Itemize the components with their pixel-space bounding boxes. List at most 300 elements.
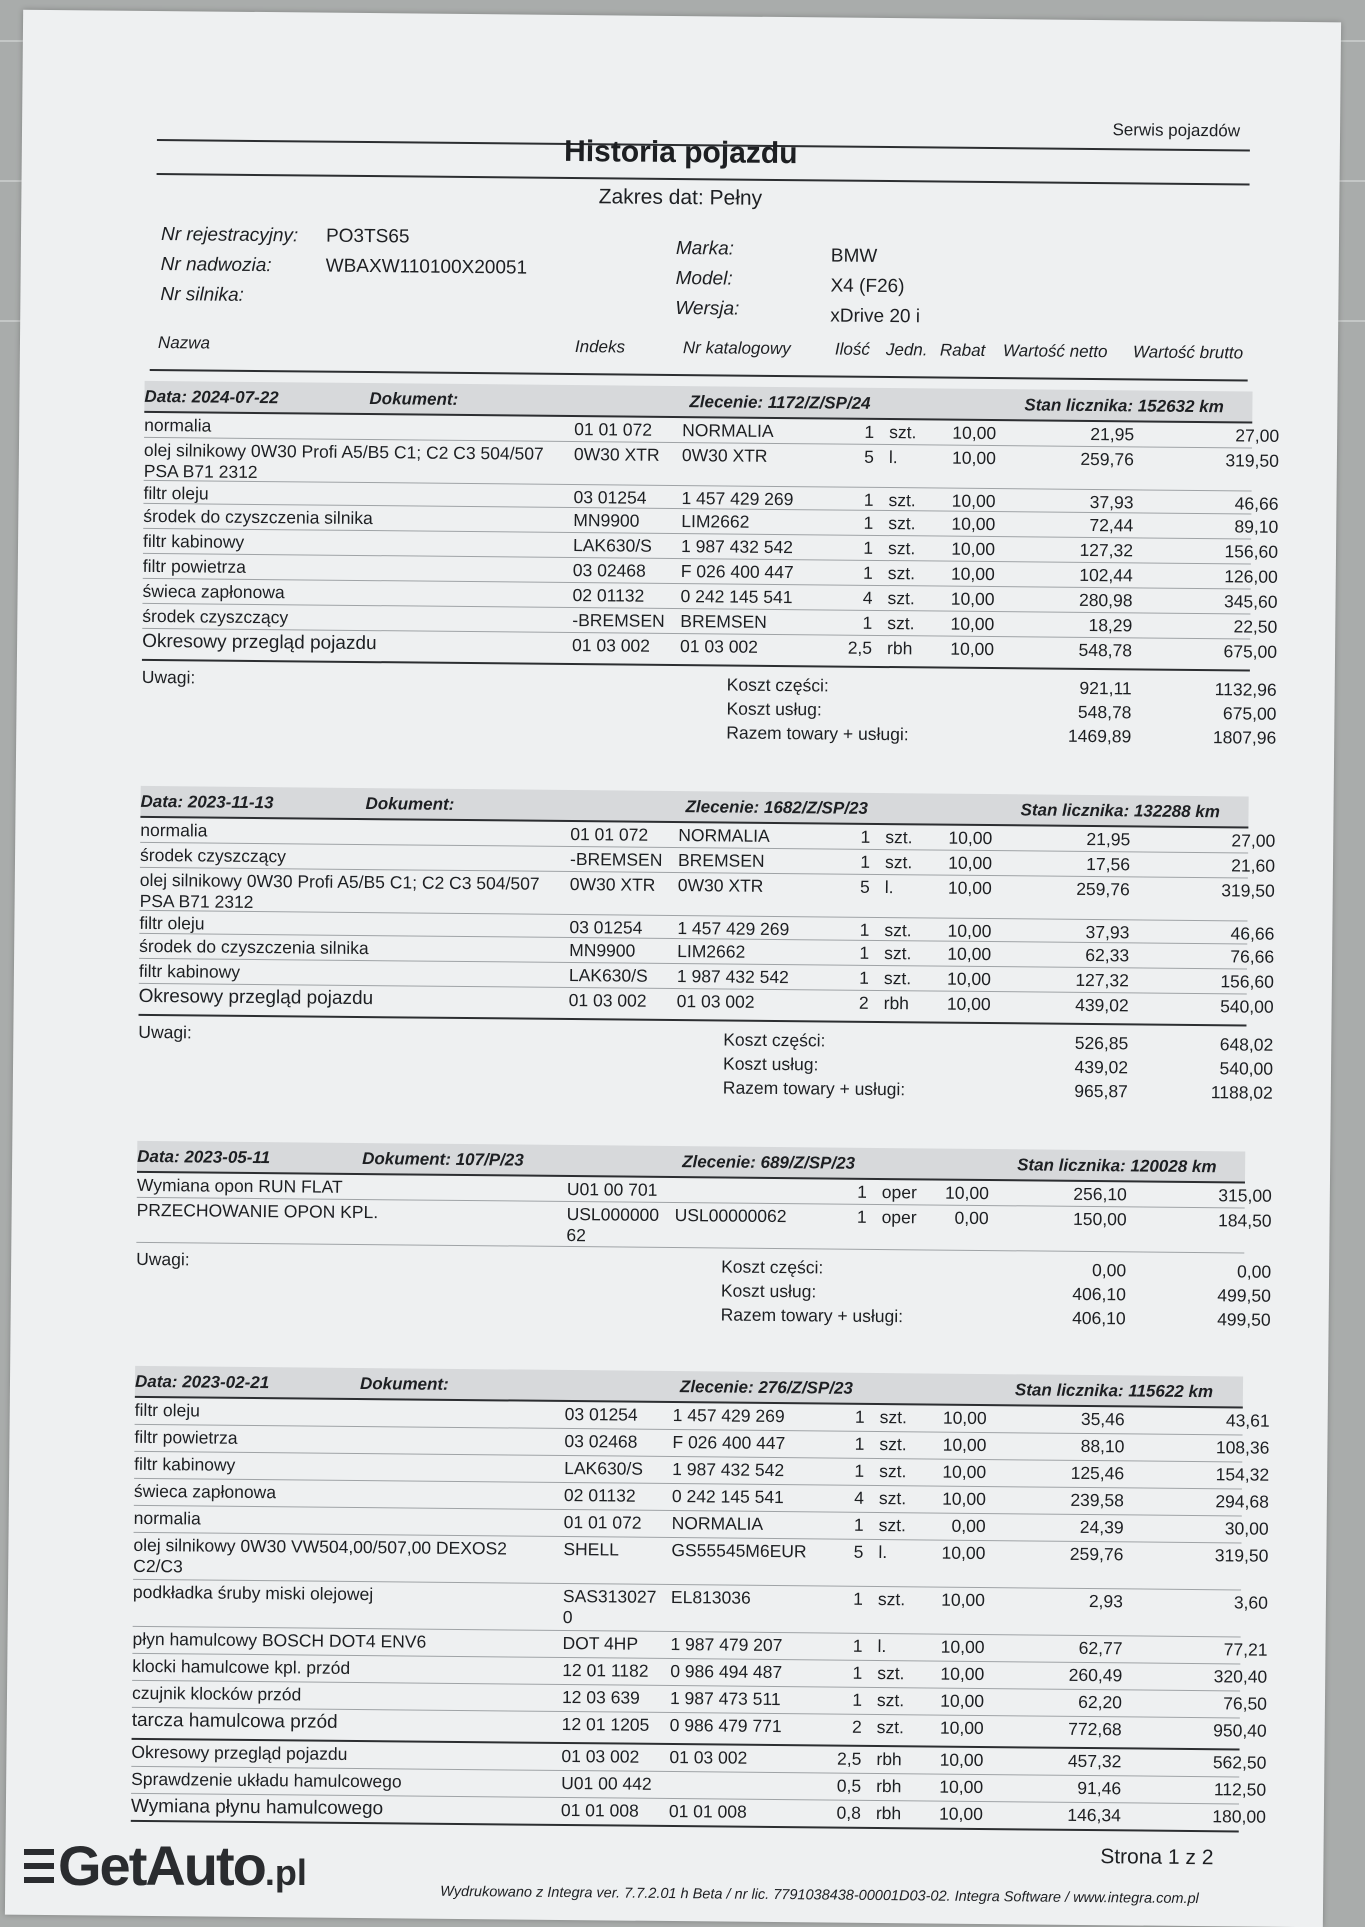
item-discount: 10,00 [951,490,996,512]
services-cost-label: Koszt usług: [722,1053,819,1075]
column-rule [150,369,1248,382]
item-name: czujnik klocków przód [131,1682,302,1705]
item-net-value: 35,46 [1080,1408,1125,1430]
item-net-value: 259,76 [1069,1543,1124,1565]
item-discount: 10,00 [940,1690,985,1712]
item-net-value: 127,32 [1075,969,1130,991]
item-quantity: 1 [860,826,871,847]
item-net-value: 256,10 [1073,1183,1127,1205]
item-name: środek czyszczący [139,844,287,867]
logo-lines-icon [24,1847,54,1885]
page-number: Strona 1 z 2 [1100,1845,1214,1870]
item-gross-value: 112,50 [1213,1779,1267,1800]
item-catalog-no: 0W30 XTR [677,875,764,896]
item-discount: 10,00 [939,1803,983,1825]
item-unit: rbh [875,1802,902,1824]
item-index: SHELL [563,1538,619,1560]
item-discount: 10,00 [947,943,992,965]
item-catalog-no: NORMALIA [678,825,770,846]
item-quantity: 1 [859,919,870,940]
item-discount: 10,00 [950,563,995,585]
item-gross-value: 89,10 [1234,516,1279,537]
entry-odometer: Stan licznika: 115622 km [1014,1380,1214,1402]
item-unit: szt. [876,1716,905,1738]
item-unit: rbh [886,638,913,659]
item-catalog-no: 1 987 432 542 [672,1459,785,1481]
item-net-value: 62,33 [1085,944,1130,966]
item-catalog-no: 1 457 429 269 [672,1405,785,1427]
item-quantity: 1 [852,1662,863,1683]
item-name: klocki hamulcowe kpl. przód [132,1655,351,1678]
item-unit: szt. [879,1434,907,1455]
parts-cost-label: Koszt części: [721,1256,824,1278]
item-net-value: 17,56 [1086,853,1131,875]
item-name: normalia [140,819,208,841]
parts-cost-gross: 0,00 [1236,1261,1272,1282]
total-cost-net: 1469,89 [1067,725,1132,747]
entry-document: Dokument: [369,389,459,409]
item-unit: szt. [879,1461,907,1482]
entry-order: Zlecenie: 1172/Z/SP/24 [689,392,871,413]
history-entry [130,1366,1270,1833]
item-catalog-no: 1 987 432 542 [676,966,789,988]
item-unit: l. [878,1541,888,1563]
item-gross-value: 562,50 [1212,1752,1267,1773]
item-net-value: 21,95 [1090,423,1135,445]
item-quantity: 0,8 [836,1802,861,1823]
item-gross-value: 345,60 [1223,591,1278,612]
item-catalog-no: BREMSEN [677,850,765,871]
total-cost-label: Razem towary + usługi: [722,1077,906,1100]
item-name: Wymiana opon RUN FLAT [136,1174,343,1197]
item-index: 01 01 072 [574,419,653,440]
item-name: PRZECHOWANIE OPON KPL. [136,1199,379,1223]
item-gross-value: 294,68 [1215,1491,1270,1512]
item-discount: 10,00 [951,538,996,560]
item-index: DOT 4HP [562,1632,639,1654]
item-gross-value: 315,00 [1218,1185,1272,1206]
item-gross-value: 319,50 [1214,1545,1269,1566]
item-index: 03 02468 [572,560,646,581]
item-quantity: 1 [852,1635,863,1656]
item-net-value: 102,44 [1079,564,1133,586]
item-index: 12 01 1182 [562,1659,649,1681]
entry-items [130,1398,1270,1833]
item-discount: 10,00 [944,1182,989,1204]
entry-items [138,818,1276,1027]
entry-order: Zlecenie: 689/Z/SP/23 [682,1152,856,1173]
item-discount: 10,00 [939,1717,984,1739]
item-discount: 10,00 [947,920,992,942]
item-unit: szt. [885,827,913,848]
item-catalog-no: 0 242 145 541 [671,1486,784,1508]
services-cost-net: 548,78 [1077,701,1132,723]
total-cost-gross: 1188,02 [1210,1082,1273,1103]
item-index: 0W30 XTR [569,874,656,895]
make-value: BMW [830,245,878,267]
services-cost-label: Koszt usług: [720,1280,817,1302]
total-cost-gross: 499,50 [1217,1309,1271,1330]
engine-label: Nr silnika: [160,284,244,306]
services-cost-net: 439,02 [1074,1056,1129,1078]
item-net-value: 439,02 [1075,994,1129,1016]
item-name: świeca zapłonowa [133,1480,277,1503]
item-discount: 10,00 [939,1776,984,1798]
item-gross-value: 154,32 [1215,1464,1270,1485]
item-unit: oper [881,1207,917,1228]
item-discount: 10,00 [951,513,996,535]
item-gross-value: 77,21 [1223,1639,1268,1660]
item-catalog-no: LIM2662 [677,941,746,962]
item-index: U01 00 442 [561,1772,652,1794]
item-quantity: 1 [857,1181,867,1202]
item-discount: 0,00 [954,1207,989,1229]
item-name: środek do czyszczenia silnika [139,935,369,959]
item-quantity: 0,5 [836,1775,862,1796]
item-quantity: 1 [864,421,875,442]
parts-cost-gross: 648,02 [1219,1034,1274,1055]
item-index: -BREMSEN [572,610,665,631]
item-gross-value: 319,50 [1225,450,1279,471]
total-cost-net: 406,10 [1072,1307,1126,1329]
item-quantity: 5 [859,876,870,897]
item-unit: szt. [877,1662,905,1684]
item-unit: szt. [883,968,912,989]
logo-brand: GetAuto [58,1834,265,1897]
services-cost-label: Koszt usług: [726,698,822,720]
reg-label: Nr rejestracyjny: [160,224,299,247]
item-name: Okresowy przegląd pojazdu [138,985,374,1010]
item-index: LAK630/S [568,965,648,986]
item-discount: 10,00 [940,1636,985,1658]
services-cost-gross: 499,50 [1217,1285,1271,1306]
total-cost-label: Razem towary + usługi: [726,722,909,745]
parts-cost-net: 526,85 [1074,1032,1129,1054]
item-net-value: 21,95 [1086,828,1131,850]
item-name: filtr powietrza [134,1426,238,1448]
item-catalog-no: BREMSEN [680,611,767,632]
item-index: USL000000 62 [566,1203,660,1246]
item-gross-value: 46,66 [1230,923,1275,944]
entry-odometer: Stan licznika: 120028 km [1017,1155,1217,1177]
item-name: Sprawdzenie układu hamulcowego [131,1768,402,1792]
item-gross-value: 43,61 [1225,1410,1270,1431]
item-unit: rbh [876,1748,902,1770]
item-net-value: 548,78 [1078,639,1133,661]
item-quantity: 1 [853,1588,864,1609]
entry-date: Data: 2023-05-11 [137,1146,271,1168]
model-value: X4 (F26) [830,275,905,298]
item-name: olej silnikowy 0W30 Profi A5/B5 C1; C2 C3 504/507 PSA B71 2312 [143,439,544,482]
item-unit: l. [888,447,898,468]
item-gross-value: 540,00 [1220,996,1274,1017]
item-gross-value: 22,50 [1233,616,1278,637]
item-unit: szt. [877,1588,906,1610]
item-catalog-no: NORMALIA [682,420,774,441]
item-unit: szt. [889,422,917,443]
vin-label: Nr nadwozia: [160,254,272,277]
item-catalog-no: F 026 400 447 [672,1432,786,1454]
item-unit: szt. [878,1488,907,1509]
item-gross-value: 27,00 [1235,425,1280,446]
item-gross-value: 30,00 [1224,1518,1269,1539]
col-unit: Jedn. [885,340,928,360]
entry-document: Dokument: 107/P/23 [362,1149,524,1170]
item-quantity: 5 [853,1541,864,1562]
item-quantity: 1 [859,942,870,963]
item-quantity: 2,5 [847,637,873,658]
item-gross-value: 675,00 [1223,641,1278,662]
item-name: Okresowy przegląd pojazdu [131,1741,348,1764]
item-gross-value: 21,60 [1231,855,1276,876]
item-quantity: 1 [863,512,874,533]
item-net-value: 772,68 [1068,1718,1122,1740]
item-catalog-no: F 026 400 447 [680,561,794,583]
item-discount: 10,00 [939,1749,984,1771]
entry-date: Data: 2024-07-22 [144,386,279,408]
model-label: Model: [675,267,733,290]
item-index: 03 01254 [564,1403,638,1425]
item-unit: szt. [879,1407,908,1428]
remarks-label: Uwagi: [138,1021,192,1043]
item-catalog-no: 0 986 494 487 [670,1661,783,1683]
item-catalog-no: EL813036 [670,1587,751,1608]
item-net-value: 72,44 [1089,514,1134,536]
item-name: filtr kabinowy [134,1453,236,1475]
item-unit: rbh [883,993,910,1014]
item-discount: 10,00 [947,877,992,899]
parts-cost-net: 921,11 [1079,677,1132,699]
item-catalog-no: 01 01 008 [668,1801,747,1822]
item-catalog-no: USL00000062 [674,1205,787,1227]
item-catalog-no: 0W30 XTR [681,445,768,466]
item-quantity: 1 [856,1206,867,1227]
item-gross-value: 184,50 [1217,1210,1272,1231]
make-label: Marka: [675,237,735,260]
total-cost-gross: 1807,96 [1212,727,1277,748]
item-name: Okresowy przegląd pojazdu [142,630,377,655]
item-index: 02 01132 [572,585,645,606]
item-name: podkładka śruby miski olejowej [132,1581,374,1605]
item-gross-value: 319,50 [1221,880,1275,901]
item-discount: 10,00 [942,1434,987,1456]
item-gross-value: 76,50 [1223,1693,1268,1714]
item-gross-value: 3,60 [1233,1592,1269,1613]
entry-order: Zlecenie: 276/Z/SP/23 [679,1377,853,1398]
col-name: Nazwa [157,333,211,353]
item-quantity: 2,5 [836,1748,862,1769]
entry-date: Data: 2023-02-21 [134,1371,270,1393]
item-net-value: 457,32 [1067,1750,1122,1772]
item-quantity: 4 [854,1487,865,1508]
parts-cost-label: Koszt części: [726,674,829,696]
item-index: 01 03 002 [568,990,647,1011]
item-quantity: 1 [853,1514,864,1535]
document-title: Historia pojazdu [563,134,798,171]
vin-value: WBAXW110100X20051 [325,255,528,279]
service-label: Serwis pojazdów [1112,120,1241,141]
services-cost-net: 406,10 [1072,1283,1126,1305]
item-unit: szt. [884,943,912,964]
item-catalog-no: 0 986 479 771 [669,1715,782,1737]
entry-document: Dokument: [359,1374,449,1394]
item-discount: 0,00 [951,1515,986,1537]
item-net-value: 146,34 [1067,1804,1121,1826]
item-net-value: 259,76 [1080,448,1135,470]
item-catalog-no: NORMALIA [671,1513,764,1534]
item-net-value: 88,10 [1080,1435,1125,1457]
item-discount: 10,00 [942,1488,987,1510]
item-quantity: 1 [860,851,871,872]
version-label: Wersja: [675,297,740,320]
item-net-value: 24,39 [1079,1516,1124,1538]
item-name: normalia [133,1507,201,1529]
item-discount: 10,00 [948,852,993,874]
item-gross-value: 180,00 [1212,1806,1266,1827]
item-net-value: 62,77 [1078,1637,1123,1659]
item-net-value: 91,46 [1077,1777,1122,1799]
item-name: filtr oleju [143,482,209,504]
history-entry [141,381,1280,768]
col-index: Indeks [574,337,626,357]
item-index: LAK630/S [572,535,652,556]
entry-items [136,1173,1272,1254]
item-net-value: 150,00 [1072,1208,1127,1230]
item-net-value: 37,93 [1085,921,1130,943]
item-quantity: 1 [863,489,874,510]
history-entry [138,786,1276,1123]
entry-items [142,413,1280,672]
item-discount: 10,00 [947,968,992,990]
col-qty: Ilość [834,339,871,359]
parts-cost-net: 0,00 [1091,1260,1127,1281]
item-gross-value: 108,36 [1215,1437,1270,1458]
item-gross-value: 156,60 [1220,971,1274,992]
date-range: Zakres dat: Pełny [598,185,763,210]
item-gross-value: 320,40 [1213,1666,1268,1687]
item-quantity: 1 [852,1689,863,1710]
item-catalog-no: 0 242 145 541 [680,586,793,608]
history-entry [135,1141,1272,1350]
item-name: świeca zapłonowa [142,580,285,603]
item-net-value: 37,93 [1089,491,1134,513]
item-gross-value: 126,00 [1224,566,1278,587]
item-gross-value: 76,66 [1230,946,1275,967]
item-index: 12 03 639 [561,1686,640,1708]
item-unit: rbh [876,1775,902,1797]
item-name: filtr kabinowy [142,530,245,552]
services-cost-gross: 675,00 [1222,703,1277,724]
item-quantity: 4 [862,587,873,608]
item-index: 01 01 072 [570,824,649,845]
item-index: MN9900 [573,510,640,531]
item-catalog-no: 1 457 429 269 [681,488,794,510]
item-discount: 10,00 [942,1461,987,1483]
remarks-label: Uwagi: [141,666,196,688]
item-discount: 10,00 [952,422,997,444]
item-discount: 10,00 [950,588,995,610]
item-net-value: 259,76 [1076,878,1130,900]
item-index: SAS313027 0 [562,1585,657,1628]
item-index: 03 01254 [573,487,647,508]
total-cost-label: Razem towary + usługi: [720,1304,904,1327]
item-net-value: 239,58 [1070,1489,1125,1511]
item-catalog-no: 1 987 432 542 [680,536,794,558]
item-discount: 10,00 [950,613,995,635]
entry-odometer: Stan licznika: 152632 km [1024,395,1224,417]
item-catalog-no: 01 03 002 [679,636,759,657]
item-index: 0W30 XTR [573,444,660,465]
item-name: normalia [144,414,212,436]
remarks-label: Uwagi: [136,1248,190,1270]
reg-value: PO3TS65 [325,225,410,248]
item-name: tarcza hamulcowa przód [131,1709,338,1733]
item-name: olej silnikowy 0W30 VW504,00/507,00 DEXOS2 C2/C3 [133,1534,508,1577]
item-quantity: 1 [854,1460,865,1481]
version-value: xDrive 20 i [830,305,921,328]
item-catalog-no: 01 03 002 [676,991,755,1012]
item-index: 01 03 002 [572,635,651,656]
item-index: 01 01 008 [560,1799,639,1821]
services-cost-gross: 540,00 [1219,1058,1274,1079]
parts-cost-gross: 1132,96 [1214,679,1277,700]
logo-tld: .pl [264,1852,307,1893]
item-index: MN9900 [569,940,636,961]
item-catalog-no: 01 03 002 [669,1747,748,1768]
item-index: 01 03 002 [561,1745,640,1767]
item-quantity: 1 [862,612,873,633]
item-index: LAK630/S [564,1457,644,1479]
col-net: Wartość netto [1002,341,1108,362]
item-unit: l. [877,1635,887,1657]
item-net-value: 260,49 [1068,1664,1123,1686]
item-index: 01 01 072 [563,1511,642,1533]
parts-cost-label: Koszt części: [723,1029,826,1051]
total-cost-net: 965,87 [1074,1080,1128,1102]
item-net-value: 127,32 [1079,539,1134,561]
item-unit: szt. [888,513,916,534]
item-index: U01 00 701 [566,1178,658,1200]
item-name: Wymiana płynu hamulcowego [130,1795,384,1820]
document-sheet [5,10,1341,1927]
item-discount: 10,00 [942,1407,987,1429]
item-discount: 10,00 [941,1542,986,1564]
item-index: -BREMSEN [569,849,663,870]
item-discount: 10,00 [952,447,997,469]
item-discount: 10,00 [941,1589,986,1611]
watermark-logo [24,1834,307,1897]
item-net-value: 280,98 [1078,589,1133,611]
item-index: 03 01254 [569,917,643,938]
item-quantity: 1 [854,1433,865,1454]
item-name: środek do czyszczenia silnika [143,505,373,529]
item-unit: szt. [884,920,912,941]
item-unit: oper [881,1182,917,1203]
item-name: olej silnikowy 0W30 Profi A5/B5 C1; C2 C3 504/507 PSA B71 2312 [139,869,540,912]
item-gross-value: 950,40 [1213,1720,1267,1741]
item-index: 12 01 1205 [561,1713,650,1735]
item-net-value: 62,20 [1078,1691,1123,1713]
item-unit: szt. [887,563,916,584]
item-quantity: 1 [863,537,874,558]
entry-odometer: Stan licznika: 132288 km [1020,800,1221,822]
item-discount: 10,00 [950,638,995,660]
item-catalog-no: GS55545M6EUR [671,1540,807,1562]
item-name: filtr powietrza [142,555,247,577]
item-quantity: 2 [851,1716,862,1737]
print-footer: Wydrukowano z Integra ver. 7.7.2.01 h Beta / nr lic. 7791038438-00001D03-02. Integra Software / www.integra.com.pl [440,1883,1199,1908]
entry-document: Dokument: [365,794,455,814]
